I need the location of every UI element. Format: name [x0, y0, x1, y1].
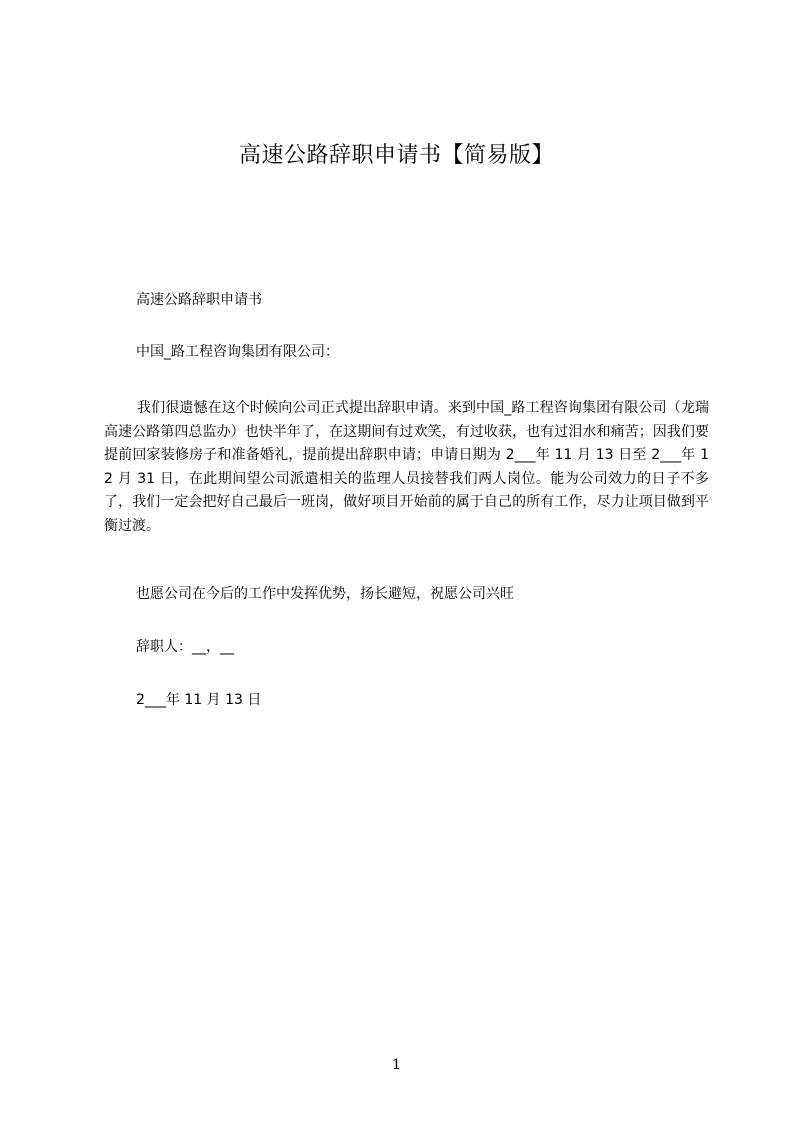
addressee: 中国_路工程咨询集团有限公司： [136, 344, 339, 360]
page-number: 1 [392, 1057, 401, 1073]
body-paragraph: 我们很遗憾在这个时候向公司正式提出辞职申请。来到中国_路工程咨询集团有限公司（龙瑞高速公路第四总监办）也快半年了，在这期间有过欢笑，有过收获，也有过泪水和痛苦；因我们要提前回家装修房子和准备婚礼，提前提出辞职申请；申请日期为 2___年 11 月 13 日至 2___年 12 月 31 日，在此期间望公司派遣相关的监理人员接替我们两人岗位。能为公司效力的日子不多了，我们一定会把好自己最后一班岗，做好项目开始前的属于自己的所有工作，尽力让项目做到平衡过渡。 [104, 400, 709, 534]
document-title: 高速公路辞职申请书【简易版】 [238, 143, 554, 168]
date-line: 2___年 11 月 13 日 [136, 692, 262, 708]
letter-heading: 高速公路辞职申请书 [136, 292, 262, 308]
signer-line: 辞职人：__，__ [136, 639, 234, 655]
closing-wish: 也愿公司在今后的工作中发挥优势，扬长避短，祝愿公司兴旺 [136, 586, 514, 602]
